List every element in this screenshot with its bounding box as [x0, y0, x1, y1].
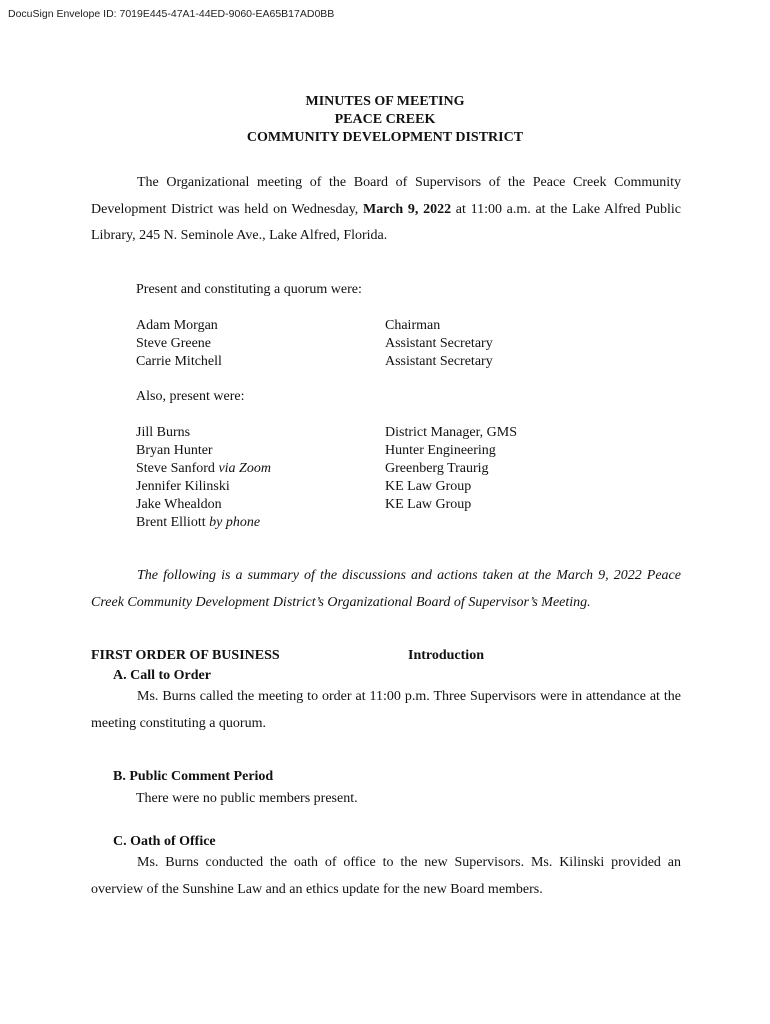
attendee-name [136, 425, 190, 441]
intro-text-1: The Organizational meeting of the Board of Supervisors of the Peace Creek Community Development District was held on Wednesday, [91, 175, 681, 217]
item-text-public-comment: There were no public members present. [136, 791, 358, 806]
attendee-attendance-note: by phone [209, 515, 261, 530]
attendee-role: KE Law Group [385, 479, 472, 494]
title-district-name: PEACE CREEK [334, 112, 436, 127]
meeting-date: March 9, 2022 [363, 201, 452, 217]
attendee-role: District Manager, GMS [385, 425, 518, 440]
meeting-summary: The following is a summary of the discussions and actions taken at the March 9, 2022 Peace Creek Community Development District’s Organizational Board of Supervisor’s Meeting. [91, 568, 681, 610]
quorum-member-role: Assistant Secretary [385, 336, 493, 351]
quorum-member-name: Carrie Mitchell [136, 354, 222, 369]
attendee-name-text: Jake Whealdon [136, 497, 222, 512]
attendee-name-text: Jennifer Kilinski [136, 479, 230, 494]
attendee-role: Greenberg Traurig [385, 461, 489, 476]
quorum-member-role: Chairman [385, 318, 441, 333]
attendee-attendance-note: via Zoom [218, 461, 271, 476]
intro-paragraph [91, 170, 681, 250]
also-present-label: Also, present were: [136, 389, 245, 404]
item-text-call-to-order: Ms. Burns called the meeting to order at 11:00 p.m. Three Supervisors were in attendance at the meeting constituting a quorum. [91, 689, 681, 731]
quorum-member-name: Adam Morgan [136, 318, 218, 333]
attendee-name [136, 461, 271, 477]
quorum-member-name: Steve Greene [136, 336, 212, 351]
item-heading-public-comment: B. Public Comment Period [113, 769, 274, 784]
attendee-name-text: Bryan Hunter [136, 443, 213, 458]
attendee-name-text: Steve Sanford [136, 461, 215, 476]
attendee-name-text: Brent Elliott [136, 515, 206, 530]
docusign-envelope-id: DocuSign Envelope ID: 7019E445-47A1-44ED-9060-EA65B17AD0BB [8, 8, 335, 20]
quorum-member-role: Assistant Secretary [385, 354, 493, 369]
title-cdd: COMMUNITY DEVELOPMENT DISTRICT [246, 130, 524, 145]
intro-text-2: at 11:00 a.m. at the Lake Alfred Public Library, 245 N. Seminole Ave., Lake Alfred, Florida. [91, 201, 681, 243]
attendee-name [136, 479, 230, 495]
attendee-role: Hunter Engineering [385, 443, 496, 458]
item-heading-call-to-order: A. Call to Order [113, 668, 211, 683]
quorum-label: Present and constituting a quorum were: [136, 282, 362, 297]
item-text-oath-of-office: Ms. Burns conducted the oath of office to the new Supervisors. Ms. Kilinski provided an overview of the Sunshine Law and an ethics update for the new Board members. [91, 855, 681, 897]
attendee-name [136, 515, 260, 531]
attendee-name-text: Jill Burns [136, 425, 191, 440]
attendee-name [136, 497, 222, 513]
attendee-name [136, 443, 213, 459]
attendee-role: KE Law Group [385, 497, 472, 512]
item-heading-oath-of-office: C. Oath of Office [113, 834, 216, 849]
business-section-topic: Introduction [408, 648, 484, 663]
business-section-label: FIRST ORDER OF BUSINESS [91, 648, 280, 663]
title-minutes: MINUTES OF MEETING [305, 94, 465, 109]
